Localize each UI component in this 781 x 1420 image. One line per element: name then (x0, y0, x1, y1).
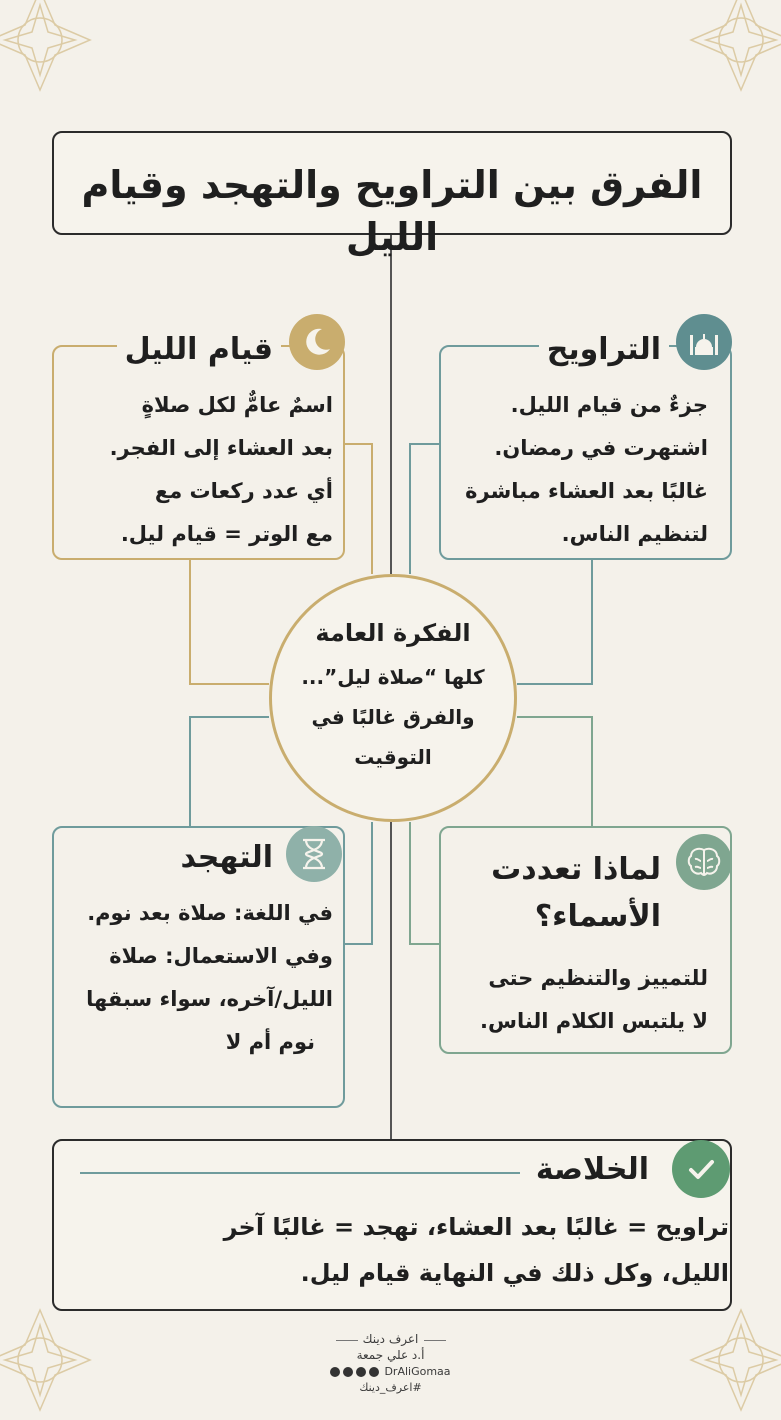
card-qiyam-title: قيام الليل (117, 330, 281, 370)
card-why-title-line-1: لماذا تعددت (483, 850, 669, 890)
tiktok-icon[interactable] (369, 1367, 379, 1377)
card-taraweeh-title: التراويح (539, 330, 669, 370)
page-title: الفرق بين التراويح والتهجد وقيام الليل (81, 163, 703, 259)
card-taraweeh-line-1: جزءٌ من قيام الليل. (510, 393, 708, 417)
mosque-icon (676, 314, 732, 370)
card-tahajjud-line-4: نوم أم لا (225, 1030, 315, 1054)
card-tahajjud-title: التهجد (172, 838, 281, 878)
instagram-icon[interactable] (356, 1367, 366, 1377)
footer-divider-right (424, 1340, 446, 1341)
crescent-moon-icon (289, 314, 345, 370)
card-qiyam-line-2: بعد العشاء إلى الفجر. (109, 436, 333, 460)
card-tahajjud-line-1: في اللغة: صلاة بعد نوم. (87, 901, 333, 925)
central-idea-line-3: التوقيت (354, 745, 432, 769)
card-taraweeh-line-3: غالبًا بعد العشاء مباشرة (465, 479, 708, 503)
summary-line-1: تراويح = غالبًا بعد العشاء، تهجد = غالبًا آخر (223, 1213, 729, 1241)
footer-handle[interactable]: DrAliGomaa (384, 1365, 451, 1378)
card-why-line-1: للتمييز والتنظيم حتى (488, 966, 708, 990)
check-icon (672, 1140, 730, 1198)
card-taraweeh-line-2: اشتهرت في رمضان. (494, 436, 708, 460)
card-why-line-2: لا يلتبس الكلام الناس. (480, 1009, 708, 1033)
facebook-icon[interactable] (343, 1367, 353, 1377)
footer-author: أ.د علي جمعة (356, 1348, 425, 1362)
footer-hashtag[interactable]: #اعرف_دينك (359, 1381, 422, 1394)
central-idea-line-1: كلها “صلاة ليل”... (301, 665, 485, 689)
card-qiyam-line-1: اسمٌ عامٌّ لكل صلاةٍ (141, 393, 333, 417)
summary-title: الخلاصة (528, 1150, 657, 1190)
central-idea-circle (269, 574, 517, 822)
card-why-title-line-2: الأسماء؟ (527, 897, 669, 937)
footer-brand: اعرف دينك (362, 1332, 419, 1346)
central-idea-line-2: والفرق غالبًا في (311, 705, 475, 729)
card-taraweeh-line-4: لتنظيم الناس. (561, 522, 708, 546)
hourglass-icon (286, 826, 342, 882)
card-tahajjud-line-3: الليل/آخره، سواء سبقها (86, 987, 333, 1011)
footer-social-row (0, 1365, 781, 1378)
card-qiyam-line-4: مع الوتر = قيام ليل. (120, 522, 333, 546)
central-idea-title: الفكرة العامة (315, 619, 471, 647)
card-qiyam-line-3: أي عدد ركعات مع (154, 479, 333, 503)
summary-divider (80, 1172, 520, 1174)
brain-icon (676, 834, 732, 890)
title-box (52, 131, 732, 259)
footer-divider-left (336, 1340, 358, 1341)
youtube-icon[interactable] (330, 1367, 340, 1377)
summary-line-2: الليل، وكل ذلك في النهاية قيام ليل. (300, 1259, 729, 1287)
card-tahajjud-line-2: وفي الاستعمال: صلاة (109, 944, 333, 968)
